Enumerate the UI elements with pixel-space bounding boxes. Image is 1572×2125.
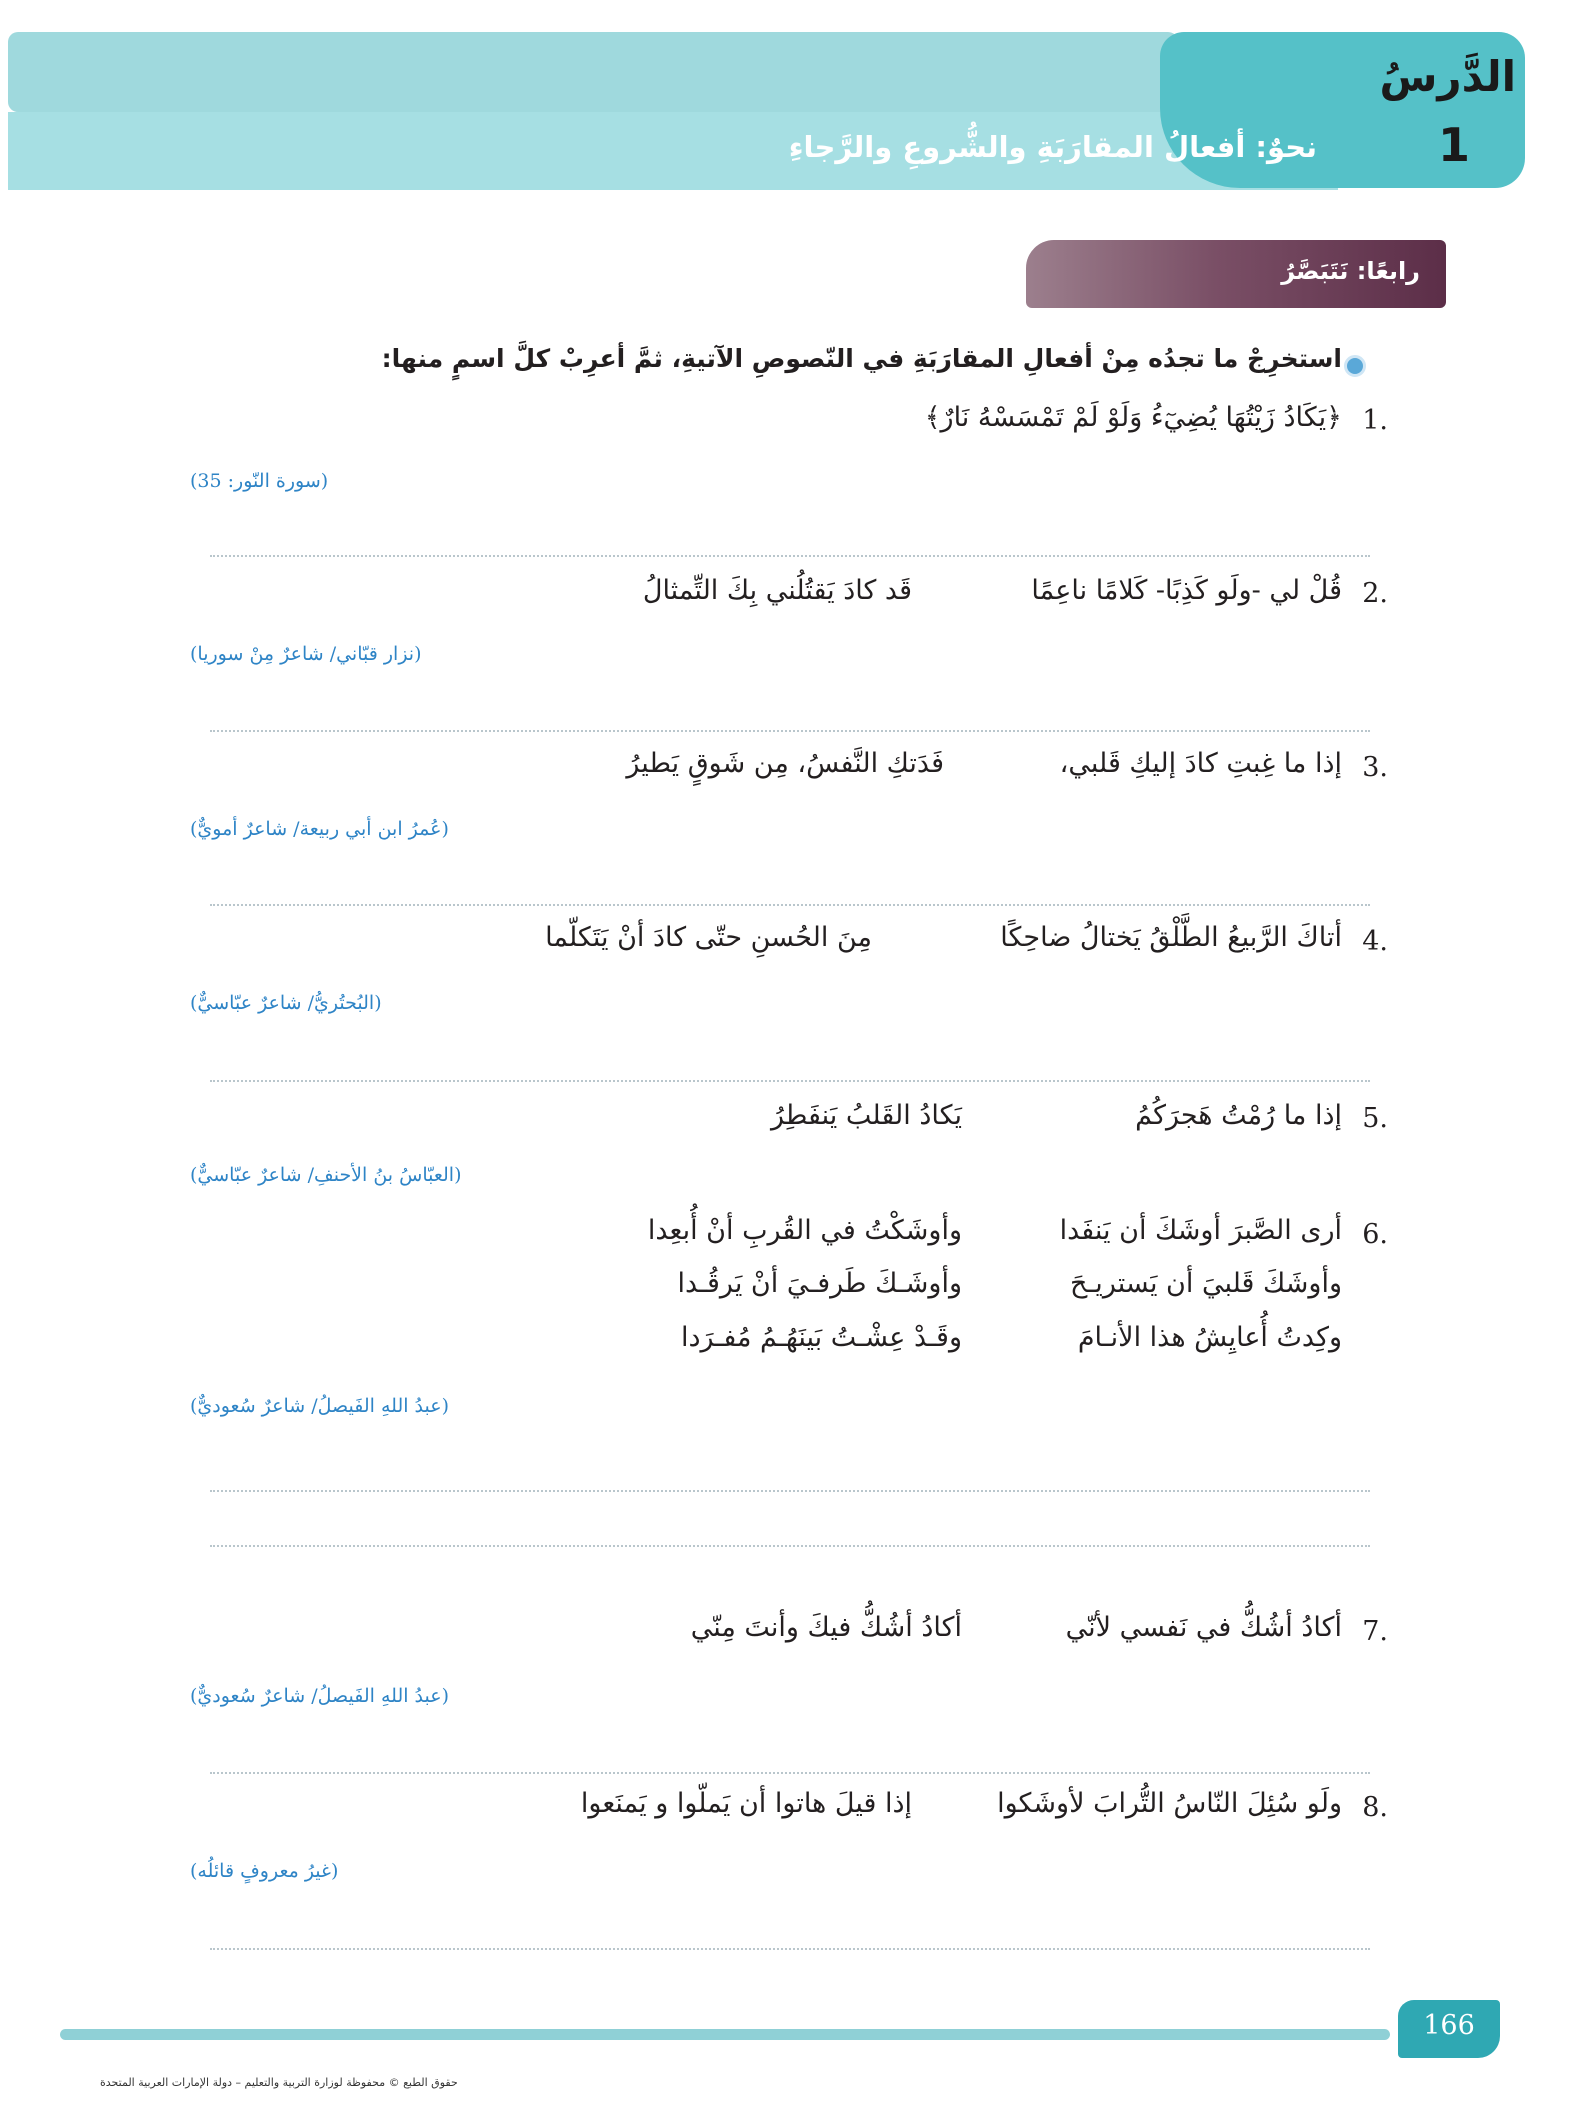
item-source: (عبدُ اللهِ الفَيصلُ/ شاعرٌ سُعوديٌّ) [190,1685,450,1707]
verse-right: وكِدتُ أُعايِشُ هذا الأنـامَ [1077,1322,1342,1353]
answer-line [210,1080,1370,1082]
verse-right: إذا ما غِبتِ كادَ إليكِ قَلبي، [1059,748,1342,779]
item-number: 7. [1362,1616,1388,1647]
copyright: حقوق الطبع © محفوظة لوزارة التربية والتعليم – دولة الإمارات العربية المتحدة [100,2076,458,2089]
instruction: استخرِجْ ما تجدُه مِنْ أفعالِ المقارَبَةِ في النّصوصِ الآتيةِ، ثمَّ أعرِبْ كلَّ اسمٍ منها: [381,344,1342,373]
answer-line [210,1948,1370,1950]
answer-line [210,1772,1370,1774]
section-label: رابعًا: نَتَبَصَّرُ [1281,257,1420,285]
verse-left: يَكادُ القَلبُ يَنفَطِرُ [770,1100,962,1131]
lesson-number: 1 [1437,118,1470,172]
quran-verse: ﴿يَكَادُ زَيْتُهَا يُضِيٓءُ وَلَوْ لَمْ تَمْسَسْهُ نَارٌ﴾ [924,402,1342,433]
item-source: (غيرُ معروفٍ قائلُه) [190,1860,339,1882]
header-top-band [8,32,1178,112]
footer-bar [60,2029,1390,2040]
answer-line [210,1490,1370,1492]
verse-right: وأوشَكَ قَلبيَ أن يَستريـحَ [1069,1268,1342,1299]
answer-line [210,730,1370,732]
verse-left: أكادُ أشُكُّ فيكَ وأنتَ مِنّي [690,1612,962,1643]
verse-left: فَدَتكِ النَّفسُ، مِن شَوقٍ يَطيرُ [626,748,944,779]
item-source: (سورة النّور: 35) [190,470,329,492]
verse-right: أكادُ أشُكُّ في نَفسي لأنّي [1065,1612,1342,1643]
item-source: (البُحتُريُّ/ شاعرٌ عبّاسيٌّ) [190,992,382,1014]
verse-left: وقَـدْ عِشْـتُ بَينَهُـمُ مُفـرَدا [681,1322,962,1353]
verse-left: قَد كادَ يَقتُلُني بِكَ التِّمثالُ [642,575,912,606]
lesson-title: الدَّرسُ [1379,52,1516,101]
item-source: (العبّاسُ بنُ الأحنفِ/ شاعرٌ عبّاسيٌّ) [190,1164,462,1186]
item-source: (عبدُ اللهِ الفَيصلُ/ شاعرٌ سُعوديٌّ) [190,1395,450,1417]
bullet-icon [1344,355,1366,377]
verse-right: ولَو سُئِلَ النّاسُ التُّرابَ لأوشَكوا [997,1788,1342,1819]
verse-left: إذا قيلَ هاتوا أن يَملّوا و يَمنَعوا [580,1788,912,1819]
answer-line [210,904,1370,906]
answer-line [210,555,1370,557]
item-number: 2. [1362,578,1388,609]
verse-right: قُلْ لي -ولَو كَذِبًا- كَلامًا ناعِمًا [1031,575,1342,606]
verse-right: أتاكَ الرَّبيعُ الطَّلْقُ يَختالُ ضاحِكًا [1000,922,1342,953]
verse-right: أرى الصَّبرَ أوشَكَ أن يَنفَدا [1059,1215,1342,1246]
item-source: (نزار قبّاني/ شاعرٌ مِنْ سوريا) [190,643,422,665]
item-number: 3. [1362,752,1388,783]
verse-left: مِنَ الحُسنِ حتّى كادَ أنْ يَتَكلّما [545,922,872,953]
item-number: 6. [1362,1219,1388,1250]
verse-left: وأوشَكْتُ في القُربِ أنْ أُبعِدا [647,1215,962,1246]
item-number: 1. [1362,405,1388,436]
verse-right: إذا ما رُمْتُ هَجرَكُمُ [1135,1100,1342,1131]
lesson-subtitle: نحوٌ: أفعالُ المقارَبَةِ والشُّروعِ والرَّجاءِ [788,130,1317,164]
item-number: 8. [1362,1792,1388,1823]
answer-line [210,1545,1370,1547]
item-source: (عُمرُ ابن أبي ربيعة/ شاعرٌ أمويٌّ) [190,818,449,840]
page-number: 166 [1423,2010,1475,2041]
item-number: 4. [1362,926,1388,957]
item-number: 5. [1362,1103,1388,1134]
verse-left: وأوشَـكَ طَرفـيَ أنْ يَرقُـدا [677,1268,962,1299]
